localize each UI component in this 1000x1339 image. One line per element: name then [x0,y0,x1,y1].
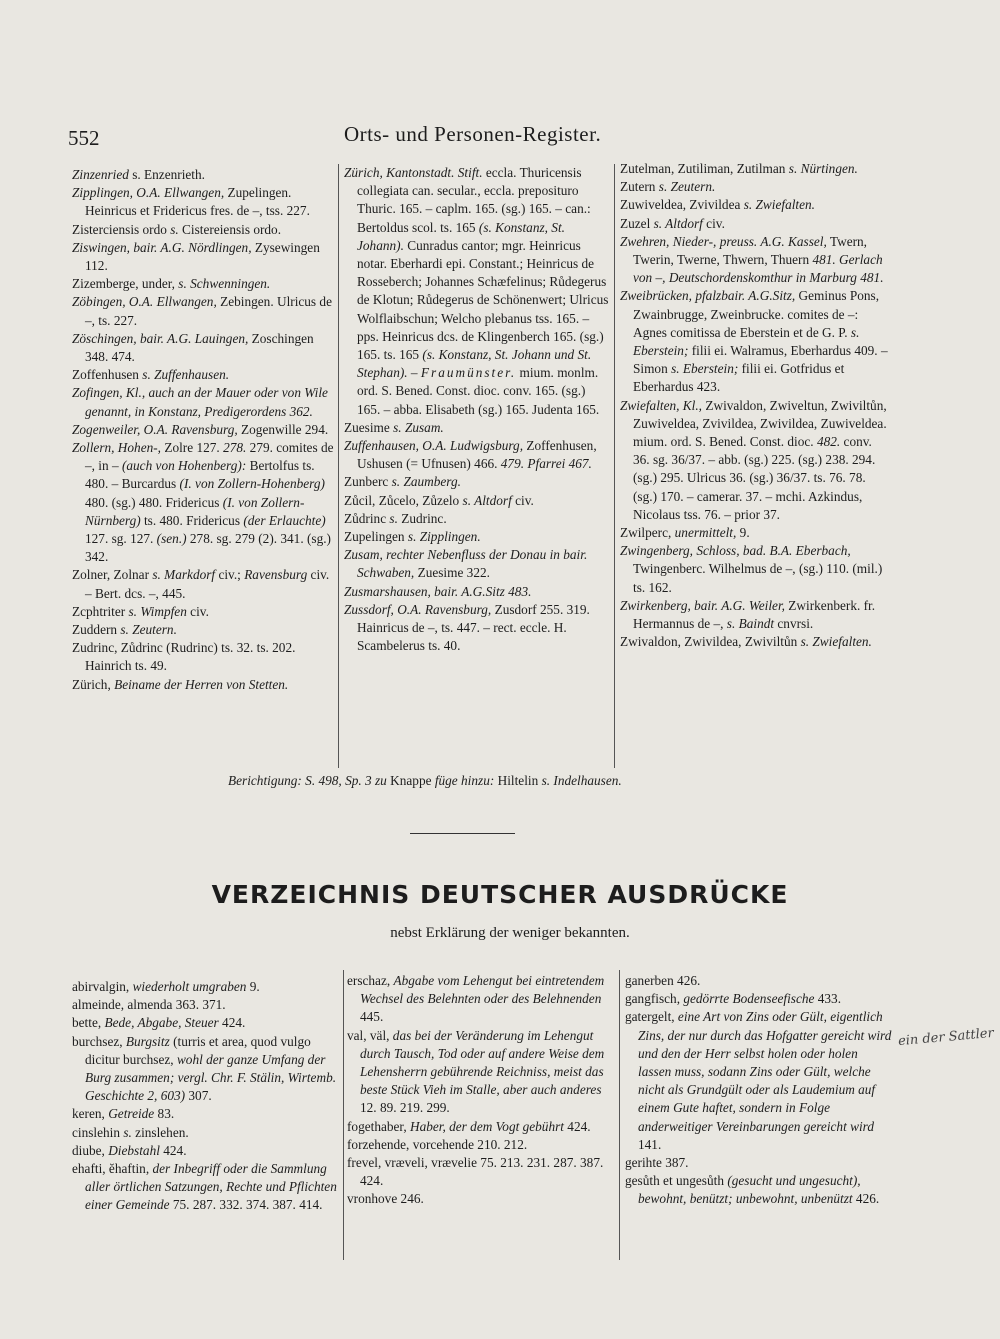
register-entry: Zuwiveldea, Zvivildea s. Zwiefalten. [620,197,815,213]
glossary-entry: burchsez, Burgsitz (turris et area, quod vulgo dicitur burchsez, wohl der ganze Umfang der Burg zusammen; vergl. Chr. F. Stälin, Wirtemb. Geschichte 2, 603) 307. [72,1033,337,1104]
glossary-entry: ehafti, ĕhaftin, der Inbegriff oder die Sammlung aller örtlichen Satzungen, Rechte und Pflichten einer Gemeinde 75. 287. 332. 374. 387. 414. [72,1161,337,1213]
glossary-entry: gatergelt, eine Art von Zins oder Gült, eigentlich Zins, der nur durch das Hofgatter gereicht wird und den der Herr selbst holen oder holen lassen muss, sodann Zins oder Gült, welche nicht als Grundgült oder als Laudemium auf einem Gute haftet, sondern in Folge anderweitiger Vereinbarungen gereicht wird 141. [625,1009,892,1152]
register-column-2 [344,164,610,655]
column-divider [338,164,339,768]
glossary-entry: almeinde, almenda 363. 371. [72,997,226,1013]
register-entry: Zunberc s. Zaumberg. [344,474,461,490]
glossary-entry: erschaz, Abgabe vom Lehengut bei eintretendem Wechsel des Belehnten oder des Belehnenden 445. [347,973,605,1025]
register-entry: Zipplingen, O.A. Ellwangen, Zupelingen. Heinricus et Fridericus fres. de –, tss. 227. [72,185,310,219]
glossary-entry: fogethaber, Haber, der dem Vogt gebührt 424. [347,1118,591,1134]
register-entry: Zutern s. Zeutern. [620,179,716,195]
glossary-entry: gesůth et ungesůth (gesucht und ungesucht), bewohnt, benützt; unbewohnt, unbenützt 426. [625,1173,880,1207]
register-entry: Zwilperc, unermittelt, 9. [620,525,750,541]
register-column-1 [72,166,334,694]
glossary-column-2 [347,972,615,1209]
column-divider [614,164,615,768]
column-divider [619,970,620,1260]
register-entry: Zwirkenberg, bair. A.G. Weiler, Zwirkenberk. fr. Hermannus de –, s. Baindt cnvrsi. [620,597,876,632]
correction-note: Berichtigung: S. 498, Sp. 3 zu Knappe füge hinzu: Hiltelin s. Indelhausen. [228,773,622,788]
register-entry: Zusam, rechter Nebenfluss der Donau in bair. Schwaben, Zuesime 322. [344,547,588,581]
register-entry: Zürich, Kantonstadt. Stift. eccla. Thuricensis collegiata can. secular., eccla. preposituro Thuric. 165. – caplm. 165. (sg.) 165. – can.: Bertoldus scol. ts. 165 (s. Konstanz, St. Johann). Cunradus cantor; mgr. Heinricus notar. Eberhardi epi. Constant.; Heinricus de Rosseberch; Johannes Schæfelinus; Růdegerus de Klotun; Růdegerus de Schönenwert; Ulricus Wolflaibschun; Welcho plebanus tss. 165. – pps. Heinricus dcs. de Klingenberch 165. (sg.) 165. ts. 165 (s. Konstanz, St. Johann und St. Stephan). – Fraumünster. mium. monlm. ord. S. Bened. Const. dioc. conv. 165. (sg.) 165. – abba. Elisabeth (sg.) 165. Judenta 165. [344,165,609,417]
glossary-entry: gerihte 387. [625,1155,689,1171]
glossary-column-3 [625,972,893,1209]
register-entry: Zupelingen s. Zipplingen. [344,529,481,545]
page-number: 552 [68,126,100,150]
register-entry: Zoffenhusen s. Zuffenhausen. [72,367,230,383]
register-entry: Zwiefalten, Kl., Zwivaldon, Zwiveltun, Zwiviltůn, Zuwiveldea, Zvivildea, Zwivildea, Zuwiveldea. mium. ord. S. Bened. Const. dioc. 482. conv. 36. sg. 36/37. – abb. (sg.) 225. (sg.) 238. 294. (sg.) 295. Ulricus 36. (sg.) 36/37. ts. 76. 78. (sg.) 170. – camerar. 37. – mchi. Azkindus, Nicolaus tss. 76. – prior 37. [620,397,887,522]
glossary-entry: bette, Bede, Abgabe, Steuer 424. [72,1015,246,1031]
register-entry: Zcphtriter s. Wimpfen civ. [72,603,209,619]
running-title: Orts- und Personen-Register. [344,122,602,146]
register-column-3 [620,160,890,651]
register-entry: Zutelman, Zutiliman, Zutilman s. Nürtingen. [620,161,858,176]
register-entry: Zofingen, Kl., auch an der Mauer oder von Wile genannt, in Konstanz, Predigerordens 362. [72,385,328,419]
register-entry: Zůdrinc s. Zudrinc. [344,510,447,526]
register-entry: Zogenweiler, O.A. Ravensburg, Zogenwille 294. [72,421,329,437]
glossary-entry: forzehende, vorcehende 210. 212. [347,1136,528,1152]
register-entry: Zwehren, Nieder-, preuss. A.G. Kassel, Twern, Twerin, Twerne, Thwern, Thuern 481. Gerlach von –, Deutschordenskomthur in Marburg 481. [620,233,884,286]
register-entry: Zinzenried s. Enzenrieth. [72,167,205,182]
register-entry: Zusmarshausen, bair. A.G.Sitz 483. [344,583,532,599]
glossary-entry: frevel, vræveli, vrævelie 75. 213. 231. 287. 387. 424. [347,1155,604,1189]
glossary-entry: keren, Getreide 83. [72,1106,175,1122]
handwritten-margin-note: ein der Sattler [897,1025,995,1050]
register-entry: Zürich, Beiname der Herren von Stetten. [72,676,289,692]
register-entry: Zwingenberg, Schloss, bad. B.A. Eberbach, Twingenberc. Wilhelmus de –, (sg.) 110. (mil.) ts. 162. [620,543,883,595]
section-divider [410,833,515,834]
glossary-entry: diube, Diebstahl 424. [72,1142,187,1158]
register-entry: Zollern, Hohen-, Zolre 127. 278. 279. comites de –, in – (auch von Hohenberg): Bertolfus ts. 480. – Burcardus (I. von Zollern-Hohenberg) 480. (sg.) 480. Fridericus (I. von Zollern-Nürnberg) ts. 480. Fridericus (der Erlauchte) 127. sg. 127. (sen.) 278. sg. 279 (2). 341. (sg.) 342. [72,440,334,565]
register-entry: Ziswingen, bair. A.G. Nördlingen, Zysewingen 112. [72,239,320,274]
register-entry: Zudrinc, Zůdrinc (Rudrinc) ts. 32. ts. 202. Hainrich ts. 49. [72,640,296,674]
register-entry: Zwivaldon, Zwivildea, Zwiviltůn s. Zwiefalten. [620,634,872,650]
glossary-entry: gangfisch, gedörrte Bodenseefische 433. [625,991,842,1007]
glossary-entry: abirvalgin, wiederholt umgraben 9. [72,979,260,994]
column-divider [343,970,344,1260]
glossary-entry: ganerben 426. [625,973,701,988]
register-entry: Zussdorf, O.A. Ravensburg, Zusdorf 255. 319. Hainricus de –, ts. 447. – rect. eccle. H. Scambelerus ts. 40. [344,601,590,654]
register-entry: Zuddern s. Zeutern. [72,622,177,638]
section-title: VERZEICHNIS DEUTSCHER AUSDRÜCKE [211,880,789,909]
page-header [68,118,938,158]
register-entry: Zweibrücken, pfalzbair. A.G.Sitz, Geminus Pons, Zwainbrugge, Zweinbrucke. comites de –: Agnes comitissa de Eberstein et de G. P. s. Eberstein; filii ei. Walramus, Eberhardus 409. – Simon s. Eberstein; filii ei. Gotfridus et Eberhardus 423. [620,288,888,395]
register-entry: Zolner, Zolnar s. Markdorf civ.; Ravensburg civ. – Bert. dcs. –, 445. [72,567,330,601]
section-subtitle: nebst Erklärung der weniger bekannten. [390,925,630,941]
glossary-entry: vronhove 246. [347,1191,424,1207]
register-entry: Zöbingen, O.A. Ellwangen, Zebingen. Ulricus de –, ts. 227. [72,294,332,328]
register-entry: Zuffenhausen, O.A. Ludwigsburg, Zoffenhusen, Ushusen (= Ufnusen) 466. 479. Pfarrei 467. [344,438,597,472]
register-entry: Zizemberge, under, s. Schwenningen. [72,276,271,292]
glossary-column-1 [72,978,338,1215]
register-entry: Zöschingen, bair. A.G. Lauingen, Zoschingen 348. 474. [72,330,314,365]
register-entry: Zisterciensis ordo s. Cistereiensis ordo. [72,221,282,237]
register-entry: Zuzel s. Altdorf civ. [620,215,725,231]
glossary-entry: cinslehin s. zinslehen. [72,1124,189,1140]
register-entry: Zuesime s. Zusam. [344,419,444,435]
glossary-entry: val, väl, das bei der Veränderung im Lehengut durch Tausch, Tod oder auf andere Weise dem Lehensherrn gebührende Reichniss, meist das beste Stück Vieh im Stalle, aber auch anderes 12. 89. 219. 299. [347,1027,605,1116]
register-entry: Zůcil, Zůcelo, Zůzelo s. Altdorf civ. [344,492,534,508]
